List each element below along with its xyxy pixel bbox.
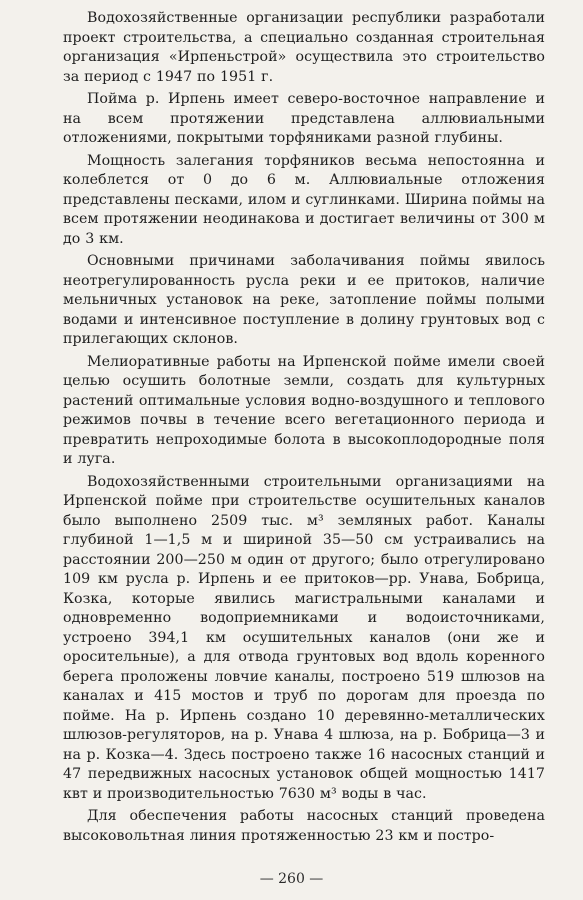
paragraph-peat-depth: Мощность залегания торфяников весьма непостоянна и колеблется от 0 до 6 м. Аллювиальные отложения представлены песками, илом и суглинками. Ширина поймы на всем протяжении неодинакова и достигает величины от 300 м до 3 км. <box>63 152 545 247</box>
paragraph-power-line: Для обеспечения работы насосных станций проведена высоковольтная линия протяженностью 23 км и постро- <box>63 808 545 844</box>
paragraph-swamping-causes: Основными причинами заболачивания поймы явилось неотрегулированность русла реки и ее притоков, наличие мельничных установок на реке, затопление поймы полыми водами и интенсивное поступление в долину грунтовых вод с прилегающих склонов. <box>63 253 545 347</box>
paragraph-melioration-goals: Мелиоративные работы на Ирпенской пойме имели своей целью осушить болотные земли, создать для культурных растений оптимальные условия водно-воздушного и теплового режимов почвы в течение всего вегетационного периода и превратить непроходимые болота в высокоплодородные поля и луга. <box>63 353 545 467</box>
page-number: — 260 — <box>259 871 324 887</box>
paragraph-intro: Водохозяйственные организации республики разработали проект строительства, а специально созданная строительная организация «Ирпеньстрой» осуществила это строительство за период с 1947 по 1951 г. <box>63 10 545 85</box>
paragraph-floodplain: Пойма р. Ирпень имеет северо-восточное направление и на всем протяжении представлена аллювиальными отложениями, покрытыми торфяниками разной глубины. <box>63 91 545 146</box>
paragraph-construction-works: Водохозяйственными строительными организациями на Ирпенской пойме при строительстве осушительных каналов было выполнено 2509 тыс. м³ земляных работ. Каналы глубиной 1—1,5 м и шириной 35—50 см устраивались на расстоянии 200—250 м один от другого; было отрегулировано 109 км русла р. Ирпень и ее притоков—рр. Унава, Бобрица, Козка, которые явились магистральными каналами и одновременно водоприемниками и водоисточниками, устроено 394,1 км осушительных каналов (они же и оросительные), а для отвода грунтовых вод вдоль коренного берега проложены ловчие каналы, построено 519 шлюзов на каналах и 415 мостов и труб по дорогам для проезда по пойме. На р. Ирпень создано 10 деревянно-металлических шлюзов-регуляторов, на р. Унава 4 шлюза, на р. Бобрица—3 и на р. Козка—4. Здесь построено также 16 насосных станций и 47 передвижных насосных установок общей мощностью 1417 квт и производительностью 7630 м³ воды в час. <box>63 473 545 802</box>
